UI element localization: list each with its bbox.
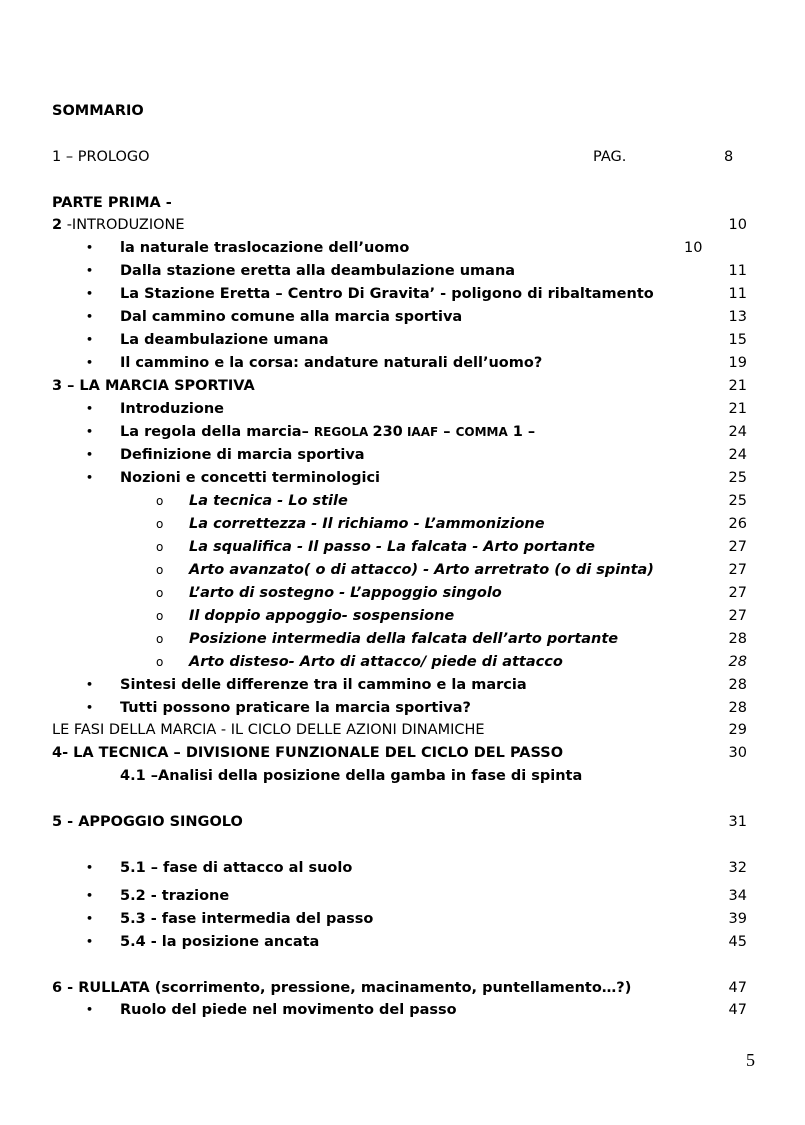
page-ref: 21 — [728, 378, 747, 394]
page-ref: 31 — [728, 814, 747, 830]
toc-bullet-entry — [0, 260, 805, 282]
toc-bullet-entry — [0, 697, 805, 719]
toc-bullet-entry — [0, 999, 805, 1021]
bullet-icon: • — [86, 287, 94, 300]
entry-label: La deambulazione umana — [120, 332, 329, 348]
bullet-icon: • — [86, 678, 94, 691]
sub-bullet-icon: o — [156, 540, 164, 554]
entry-label: 4.1 –Analisi della posizione della gamba in fase di spinta — [120, 768, 583, 784]
toc-bullet-entry — [0, 306, 805, 328]
section-number: 2 — [52, 217, 63, 233]
page-ref: 11 — [728, 263, 747, 279]
entry-label: Il doppio appoggio- sospensione — [189, 608, 455, 624]
toc-title-row — [0, 100, 805, 122]
page-ref: 10 — [728, 217, 747, 233]
entry-label: Posizione intermedia della falcata dell’arto portante — [189, 631, 619, 647]
toc-subentry — [0, 559, 805, 581]
sub-bullet-icon: o — [156, 563, 164, 577]
toc-subentry — [0, 628, 805, 650]
entry-label: L’arto di sostegno - L’appoggio singolo — [189, 585, 502, 601]
bullet-icon: • — [86, 471, 94, 484]
page-ref: 24 — [728, 424, 747, 440]
page-ref: 28 — [728, 654, 747, 670]
toc-entry-phases — [0, 719, 805, 741]
label-part: REGOLA — [313, 425, 373, 439]
toc-subentry — [0, 536, 805, 558]
toc-bullet-entry — [0, 352, 805, 374]
toc-entry-section-2 — [0, 214, 805, 236]
bullet-icon: • — [86, 241, 94, 254]
entry-label: 6 - RULLATA (scorrimento, pressione, macinamento, puntellamento…?) — [52, 980, 632, 996]
toc-bullet-entry — [0, 467, 805, 489]
page-ref: 28 — [728, 677, 747, 693]
toc-bullet-entry — [0, 398, 805, 420]
page-ref: 27 — [728, 562, 747, 578]
entry-label: 5.2 - trazione — [120, 888, 230, 904]
pag-label: PAG. — [593, 149, 627, 165]
toc-bullet-entry — [0, 444, 805, 466]
entry-label: La tecnica - Lo stile — [189, 493, 348, 509]
label-part: La regola della marcia– — [120, 424, 314, 440]
toc-entry-section-4-1 — [0, 765, 805, 787]
part-label: PARTE PRIMA - — [52, 195, 172, 211]
page-ref: 28 — [728, 700, 747, 716]
part-heading — [0, 192, 805, 214]
label-part: IAAF — [402, 425, 439, 439]
toc-bullet-entry — [0, 674, 805, 696]
page-ref: 19 — [728, 355, 747, 371]
page-ref: 27 — [728, 585, 747, 601]
page-ref: 24 — [728, 447, 747, 463]
entry-label: 3 – LA MARCIA SPORTIVA — [52, 378, 255, 394]
toc-bullet-entry — [0, 237, 805, 259]
bullet-icon: • — [86, 356, 94, 369]
page-ref: 28 — [728, 631, 747, 647]
entry-label: Arto avanzato( o di attacco) - Arto arretrato (o di spinta) — [189, 562, 654, 578]
toc-entry-section-5 — [0, 811, 805, 833]
toc-entry-section-3 — [0, 375, 805, 397]
bullet-icon: • — [86, 1003, 94, 1016]
label-part: – — [438, 424, 456, 440]
page-ref: 26 — [728, 516, 747, 532]
toc-subentry — [0, 490, 805, 512]
page-ref: 25 — [728, 470, 747, 486]
entry-label: La Stazione Eretta – Centro Di Gravita’ - poligono di ribaltamento — [120, 286, 654, 302]
page-number: 5 — [746, 1050, 755, 1070]
toc-entry-section-4 — [0, 742, 805, 764]
entry-label: Dal cammino comune alla marcia sportiva — [120, 309, 463, 325]
bullet-icon: • — [86, 264, 94, 277]
label-part: COMMA — [455, 425, 508, 439]
page-ref: 13 — [728, 309, 747, 325]
page-ref: 39 — [728, 911, 747, 927]
entry-label: Tutti possono praticare la marcia sportiva? — [120, 700, 471, 716]
toc-subentry — [0, 605, 805, 627]
bullet-icon: • — [86, 935, 94, 948]
page-ref: 47 — [728, 980, 747, 996]
entry-label: Definizione di marcia sportiva — [120, 447, 365, 463]
section-title: -INTRODUZIONE — [62, 217, 185, 233]
sub-bullet-icon: o — [156, 517, 164, 531]
sub-bullet-icon: o — [156, 632, 164, 646]
entry-label: La squalifica - Il passo - La falcata - Arto portante — [189, 539, 595, 555]
sub-bullet-icon: o — [156, 655, 164, 669]
page-ref: 32 — [728, 860, 747, 876]
entry-label: Il cammino e la corsa: andature naturali dell’uomo? — [120, 355, 543, 371]
entry-label: Sintesi delle differenze tra il cammino e la marcia — [120, 677, 527, 693]
bullet-icon: • — [86, 861, 94, 874]
page-ref: 8 — [724, 149, 734, 165]
toc-entry-section-6 — [0, 977, 805, 999]
page-ref: 25 — [728, 493, 747, 509]
page-ref: 11 — [728, 286, 747, 302]
entry-label — [120, 421, 535, 443]
entry-label: 5.4 - la posizione ancata — [120, 934, 320, 950]
toc-bullet-entry — [0, 857, 805, 879]
entry-label: 5.3 - fase intermedia del passo — [120, 911, 374, 927]
label-part: 230 — [372, 424, 403, 440]
toc-subentry — [0, 513, 805, 535]
entry-label: 5 - APPOGGIO SINGOLO — [52, 814, 243, 830]
page-ref: 15 — [728, 332, 747, 348]
entry-label: Arto disteso- Arto di attacco/ piede di attacco — [189, 654, 563, 670]
page-ref: 27 — [728, 539, 747, 555]
label-part: 1 – — [507, 424, 536, 440]
bullet-icon: • — [86, 448, 94, 461]
page-ref: 29 — [728, 722, 747, 738]
toc-bullet-entry — [0, 283, 805, 305]
sub-bullet-icon: o — [156, 609, 164, 623]
entry-label — [52, 214, 185, 236]
toc-title: SOMMARIO — [52, 103, 144, 119]
page-ref: 34 — [728, 888, 747, 904]
bullet-icon: • — [86, 701, 94, 714]
page-ref: 30 — [728, 745, 747, 761]
toc-bullet-entry — [0, 931, 805, 953]
entry-label: LE FASI DELLA MARCIA - IL CICLO DELLE AZIONI DINAMICHE — [52, 722, 485, 738]
toc-bullet-entry — [0, 885, 805, 907]
page-ref: 10 — [684, 240, 703, 256]
toc-bullet-entry — [0, 908, 805, 930]
bullet-icon: • — [86, 889, 94, 902]
bullet-icon: • — [86, 425, 94, 438]
page-ref: 47 — [728, 1002, 747, 1018]
entry-label: Introduzione — [120, 401, 224, 417]
page-ref: 45 — [728, 934, 747, 950]
toc-bullet-entry — [0, 421, 805, 443]
toc-subentry — [0, 582, 805, 604]
page-ref: 27 — [728, 608, 747, 624]
toc-entry-prologue — [0, 146, 805, 168]
entry-label: La correttezza - Il richiamo - L’ammonizione — [189, 516, 545, 532]
sub-bullet-icon: o — [156, 586, 164, 600]
page-ref: 21 — [728, 401, 747, 417]
toc-bullet-entry — [0, 329, 805, 351]
bullet-icon: • — [86, 310, 94, 323]
bullet-icon: • — [86, 912, 94, 925]
bullet-icon: • — [86, 333, 94, 346]
entry-label: Ruolo del piede nel movimento del passo — [120, 1002, 457, 1018]
entry-label: 5.1 – fase di attacco al suolo — [120, 860, 353, 876]
sub-bullet-icon: o — [156, 494, 164, 508]
entry-label: Dalla stazione eretta alla deambulazione umana — [120, 263, 516, 279]
toc-subentry — [0, 651, 805, 673]
bullet-icon: • — [86, 402, 94, 415]
entry-label: Nozioni e concetti terminologici — [120, 470, 381, 486]
entry-label: la naturale traslocazione dell’uomo — [120, 240, 410, 256]
entry-label: 1 – PROLOGO — [52, 149, 150, 165]
entry-label: 4- LA TECNICA – DIVISIONE FUNZIONALE DEL CICLO DEL PASSO — [52, 745, 564, 761]
